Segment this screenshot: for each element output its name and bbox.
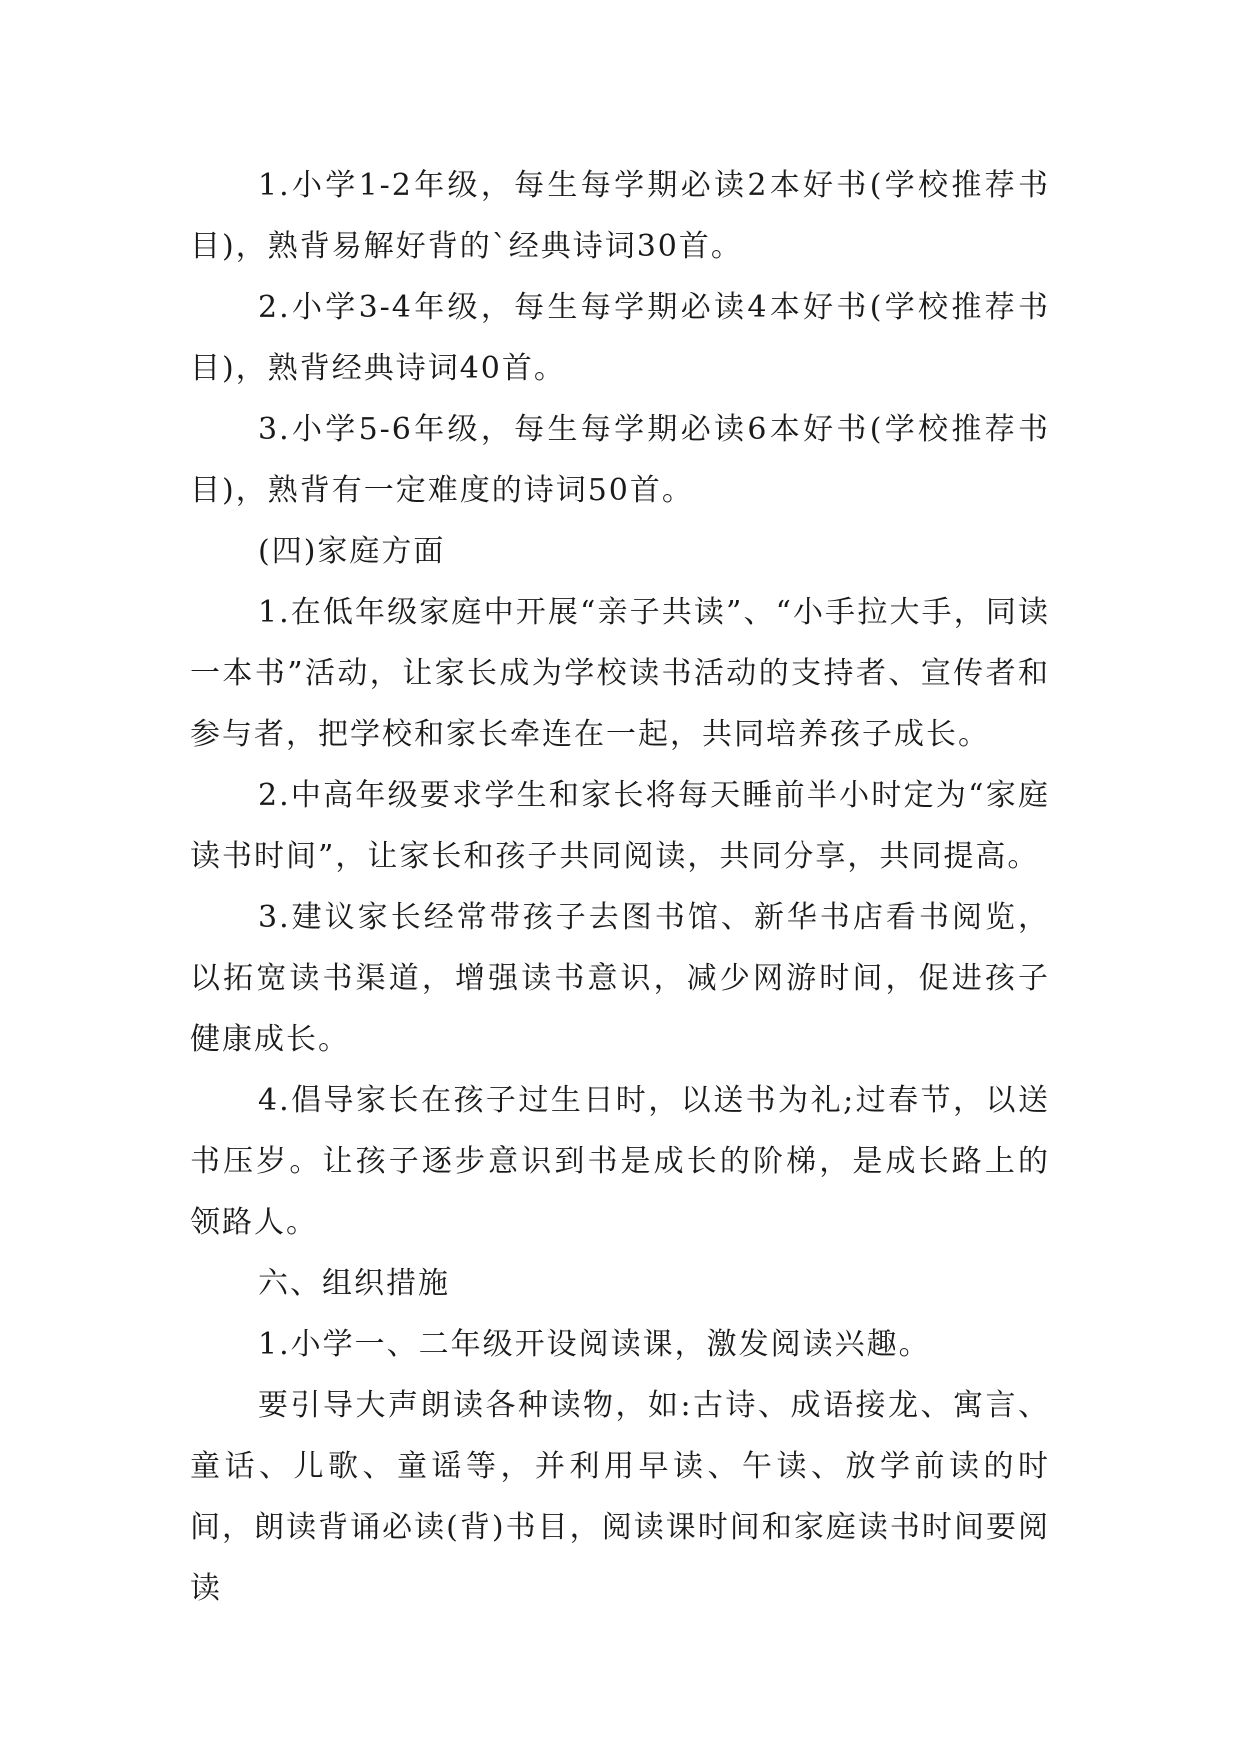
paragraph-family-item-4: 4.倡导家长在孩子过生日时，以送书为礼;过春节，以送书压岁。让孩子逐步意识到书是成长的阶梯，是成长路上的领路人。 [190, 1083, 1050, 1240]
paragraph-family-item-3: 3.建议家长经常带孩子去图书馆、新华书店看书阅览，以拓宽读书渠道，增强读书意识，减少网游时间，促进孩子健康成长。 [190, 900, 1050, 1057]
paragraph-family-item-2: 2.中高年级要求学生和家长将每天睡前半小时定为“家庭读书时间”，让家长和孩子共同阅读，共同分享，共同提高。 [190, 778, 1050, 874]
paragraph-grade-3-4-reading: 2.小学3-4年级，每生每学期必读4本好书(学校推荐书目)，熟背经典诗词40首。 [190, 290, 1050, 386]
paragraph-grade-1-2-reading: 1.小学1-2年级，每生每学期必读2本好书(学校推荐书目)，熟背易解好背的`经典诗词30首。 [190, 168, 1050, 264]
paragraph-grade-5-6-reading: 3.小学5-6年级，每生每学期必读6本好书(学校推荐书目)，熟背有一定难度的诗词50首。 [190, 412, 1050, 508]
document-body [190, 155, 1050, 1619]
paragraph-organization-guidance: 要引导大声朗读各种读物，如:古诗、成语接龙、寓言、童话、儿歌、童谣等，并利用早读、午读、放学前读的时间，朗读背诵必读(背)书目，阅读课时间和家庭读书时间要阅读 [190, 1388, 1050, 1606]
paragraph-family-item-1: 1.在低年级家庭中开展“亲子共读”、“小手拉大手，同读一本书”活动，让家长成为学校读书活动的支持者、宣传者和参与者，把学校和家长牵连在一起，共同培养孩子成长。 [190, 595, 1050, 752]
section-heading-family: (四)家庭方面 [258, 534, 446, 569]
paragraph-organization-item-1: 1.小学一、二年级开设阅读课，激发阅读兴趣。 [258, 1327, 931, 1362]
section-heading-organization: 六、组织措施 [258, 1266, 450, 1301]
